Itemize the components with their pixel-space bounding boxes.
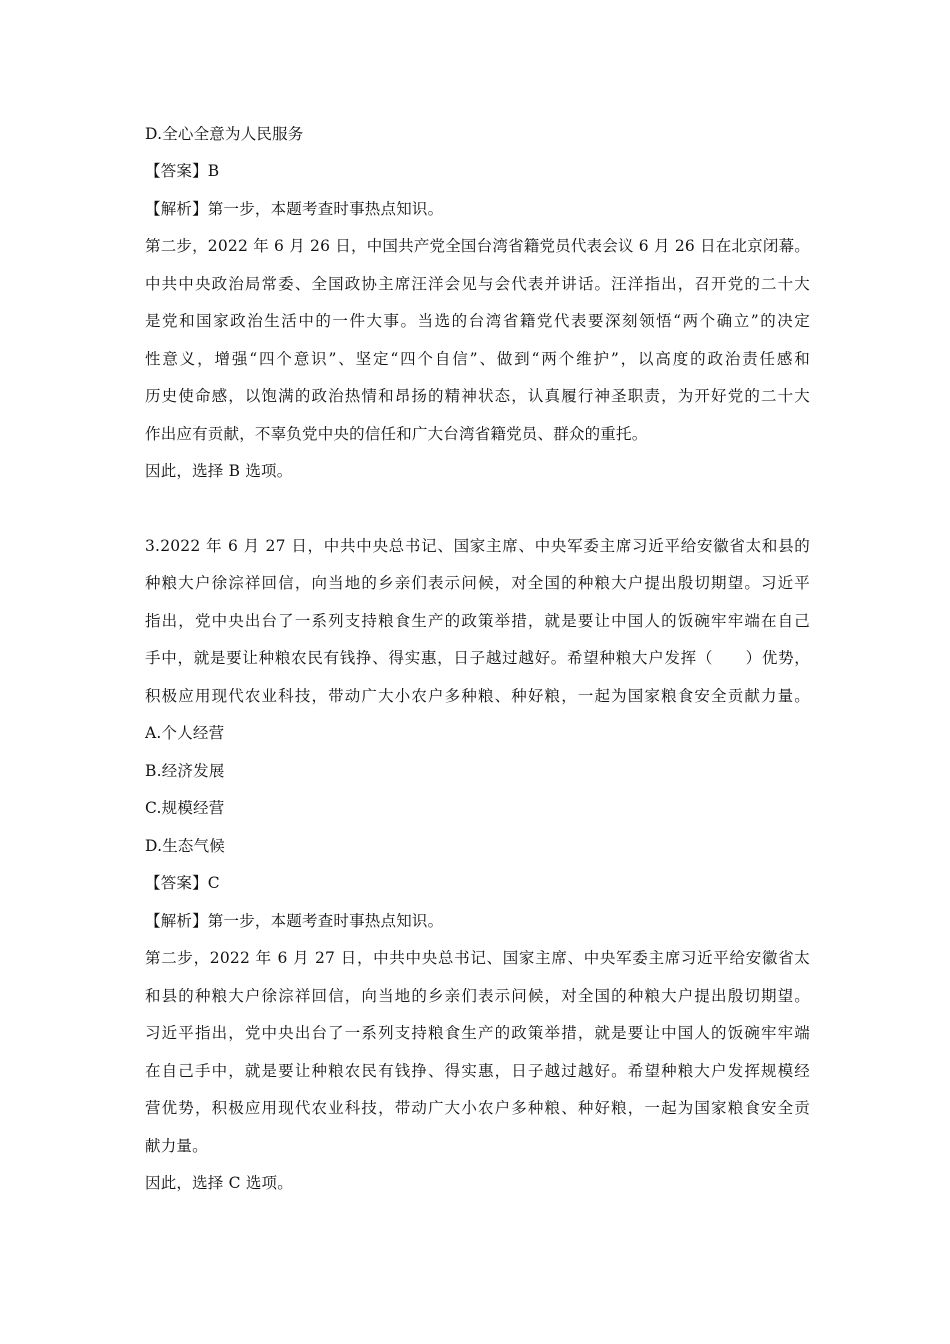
q3-option-a: A.个人经营	[145, 724, 225, 742]
q3-stem-line: 指出，党中央出台了一系列支持粮食生产的政策举措，就是要让中国人的饭碗牢牢端在自己	[145, 612, 810, 630]
q3-analysis-line: 习近平指出，党中央出台了一系列支持粮食生产的政策举措，就是要让中国人的饭碗牢牢端	[145, 1024, 810, 1042]
q3-stem-line: 3.2022 年 6 月 27 日，中共中央总书记、国家主席、中央军委主席习近平给安徽省太和县的	[145, 537, 810, 555]
q3-stem-line: 积极应用现代农业科技，带动广大小农户多种粮、种好粮，一起为国家粮食安全贡献力量。	[145, 687, 810, 705]
q3-analysis-line: 在自己手中，就是要让种粮农民有钱挣、得实惠，日子越过越好。希望种粮大户发挥规模经	[145, 1062, 810, 1080]
q2-conclusion: 因此，选择 B 选项。	[145, 462, 293, 480]
q2-analysis-line: 作出应有贡献，不辜负党中央的信任和广大台湾省籍党员、群众的重托。	[145, 425, 648, 443]
q3-analysis-line: 营优势，积极应用现代农业科技，带动广大小农户多种粮、种好粮，一起为国家粮食安全贡	[145, 1099, 810, 1117]
q2-answer: 【答案】B	[145, 162, 220, 180]
q3-option-d: D.生态气候	[145, 837, 226, 855]
q2-analysis-line: 历史使命感，以饱满的政治热情和昂扬的精神状态，认真履行神圣职责，为开好党的二十大	[145, 387, 810, 405]
q3-conclusion: 因此，选择 C 选项。	[145, 1174, 293, 1192]
q3-analysis-line: 献力量。	[145, 1137, 208, 1155]
q2-analysis-line: 第二步，2022 年 6 月 26 日，中国共产党全国台湾省籍党员代表会议 6 月 26 日在北京闭幕。	[145, 237, 810, 255]
q2-analysis-step1: 【解析】第一步，本题考查时事热点知识。	[145, 200, 444, 218]
q3-option-c: C.规模经营	[145, 799, 225, 817]
q3-analysis-line: 和县的种粮大户徐淙祥回信，向当地的乡亲们表示问候，对全国的种粮大户提出殷切期望。	[145, 987, 810, 1005]
q3-option-b: B.经济发展	[145, 762, 225, 780]
q2-option-d: D.全心全意为人民服务	[145, 125, 304, 143]
q3-analysis-step1: 【解析】第一步，本题考查时事热点知识。	[145, 912, 444, 930]
q2-analysis-line: 是党和国家政治生活中的一件大事。当选的台湾省籍党代表要深刻领悟“两个确立”的决定	[145, 312, 810, 330]
q3-stem-line: 种粮大户徐淙祥回信，向当地的乡亲们表示问候，对全国的种粮大户提出殷切期望。习近平	[145, 574, 810, 592]
q3-analysis-line: 第二步，2022 年 6 月 27 日，中共中央总书记、国家主席、中央军委主席习近平给安徽省太	[145, 949, 810, 967]
q2-analysis-line: 性意义，增强“四个意识”、坚定“四个自信”、做到“两个维护”，以高度的政治责任感和	[145, 350, 810, 368]
q3-answer: 【答案】C	[145, 874, 220, 892]
q3-stem-line: 手中，就是要让种粮农民有钱挣、得实惠，日子越过越好。希望种粮大户发挥（ ）优势，	[145, 649, 810, 667]
q2-analysis-line: 中共中央政治局常委、全国政协主席汪洋会见与会代表并讲话。汪洋指出，召开党的二十大	[145, 275, 810, 293]
